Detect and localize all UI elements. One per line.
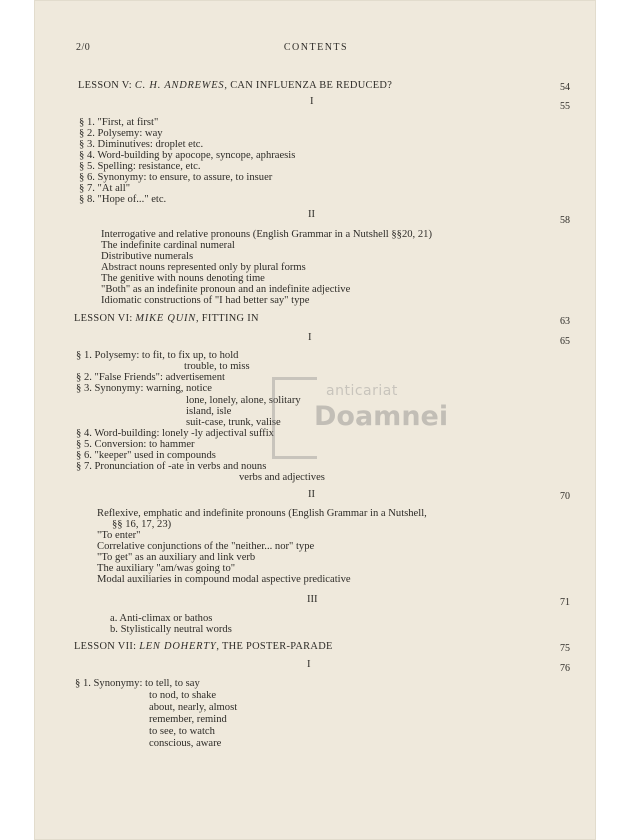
lesson-author: LEN DOHERTY [139, 641, 217, 652]
toc-item: "To get" as an auxiliary and link verb [97, 552, 256, 563]
part-page: 55 [560, 101, 570, 112]
part-numeral: I [307, 659, 311, 670]
part-page: 65 [560, 336, 570, 347]
toc-item: § 2. Polysemy: way [79, 128, 163, 139]
toc-item: § 4. Word-building: lonely -ly adjectival suffix [76, 428, 274, 439]
toc-item: to see, to watch [149, 726, 215, 737]
toc-item: The indefinite cardinal numeral [101, 240, 235, 251]
lesson-page: 63 [560, 316, 570, 327]
toc-item: § 1. "First, at first" [79, 117, 159, 128]
toc-item: "Both" as an indefinite pronoun and an indefinite adjective [101, 284, 351, 295]
part-numeral: I [310, 96, 314, 107]
toc-item: § 5. Spelling: resistance, etc. [79, 161, 201, 172]
toc-item: a. Anti-climax or bathos [110, 613, 213, 624]
watermark-small-text: anticariat [326, 383, 398, 399]
toc-item: § 6. Synonymy: to ensure, to assure, to insuer [79, 172, 273, 183]
part-numeral: II [308, 209, 316, 220]
toc-item: The auxiliary "am/was going to" [97, 563, 236, 574]
toc-item: "To enter" [97, 530, 141, 541]
toc-item: § 7. "At all" [79, 183, 131, 194]
lesson-title: , FITTING IN [196, 313, 259, 324]
toc-item: Reflexive, emphatic and indefinite pronouns (English Grammar in a Nutshell, [97, 508, 427, 519]
lesson-title: , CAN INFLUENZA BE REDUCED? [224, 80, 393, 91]
toc-item: § 7. Pronunciation of -ate in verbs and nouns [76, 461, 267, 472]
book-page [34, 0, 596, 840]
toc-item: § 5. Conversion: to hammer [76, 439, 195, 450]
toc-item: b. Stylistically neutral words [110, 624, 232, 635]
toc-item: conscious, aware [149, 738, 222, 749]
toc-item: § 4. Word-building by apocope, syncope, aphraesis [79, 150, 296, 161]
part-page: 71 [560, 597, 570, 608]
lesson-heading [74, 641, 333, 653]
toc-item: Modal auxiliaries in compound modal aspective predicative [97, 574, 351, 585]
toc-item: § 6. "keeper" used in compounds [76, 450, 216, 461]
lesson-title: , THE POSTER-PARADE [216, 641, 333, 652]
toc-item: § 3. Diminutives: droplet etc. [79, 139, 204, 150]
toc-item: remember, remind [149, 714, 227, 725]
lesson-author: MIKE QUIN [135, 313, 197, 324]
part-page: 76 [560, 663, 570, 674]
toc-item: Distributive numerals [101, 251, 194, 262]
toc-item: § 1. Polysemy: to fit, to fix up, to hold [76, 350, 239, 361]
part-numeral: III [307, 594, 318, 605]
page-number: 2/0 [76, 42, 91, 53]
toc-item: Correlative conjunctions of the "neither... nor" type [97, 541, 315, 552]
part-numeral: I [308, 332, 312, 343]
part-page: 70 [560, 491, 570, 502]
toc-item: Idiomatic constructions of "I had better say" type [101, 295, 310, 306]
toc-item: § 3. Synonymy: warning, notice [76, 383, 212, 394]
toc-item: §§ 16, 17, 23) [112, 519, 172, 530]
lesson-prefix: LESSON VII: [74, 641, 140, 652]
part-page: 58 [560, 215, 570, 226]
toc-item: § 8. "Hope of..." etc. [79, 194, 167, 205]
running-title: CONTENTS [283, 42, 349, 53]
lesson-heading [78, 80, 392, 92]
watermark-big-text: Doamnei [314, 401, 449, 432]
running-header [76, 42, 556, 58]
toc-item: § 1. Synonymy: to tell, to say [75, 678, 200, 689]
toc-item: § 2. "False Friends": advertisement [76, 372, 225, 383]
toc-item: trouble, to miss [184, 361, 250, 372]
toc-item: island, isle [186, 406, 232, 417]
toc-item: about, nearly, almost [149, 702, 238, 713]
toc-item: The genitive with nouns denoting time [101, 273, 265, 284]
toc-item: suit-case, trunk, valise [186, 417, 281, 428]
watermark-logo [272, 375, 449, 455]
lesson-author: C. H. ANDREWES [134, 80, 225, 91]
part-numeral: II [308, 489, 316, 500]
lesson-page: 54 [560, 82, 570, 93]
toc-item: Abstract nouns represented only by plural forms [101, 262, 306, 273]
lesson-prefix: LESSON V: [78, 80, 135, 91]
toc-item: Interrogative and relative pronouns (English Grammar in a Nutshell §§20, 21) [101, 229, 432, 240]
lesson-heading [74, 313, 259, 325]
toc-item: to nod, to shake [149, 690, 217, 701]
toc-item: lone, lonely, alone, solitary [186, 395, 301, 406]
toc-item: verbs and adjectives [239, 472, 325, 483]
lesson-page: 75 [560, 643, 570, 654]
lesson-prefix: LESSON VI: [74, 313, 136, 324]
